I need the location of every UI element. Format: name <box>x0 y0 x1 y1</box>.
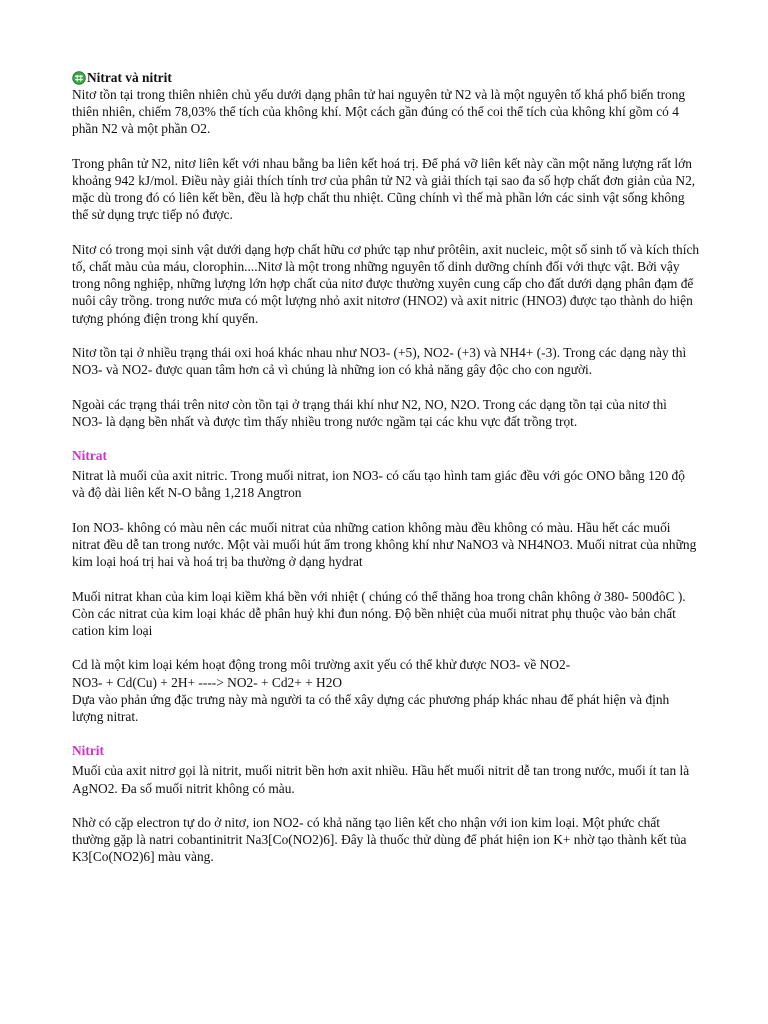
heading-text: Nitrat và nitrit <box>87 70 172 86</box>
nitrit-paragraph: Nhờ có cặp electron tự do ở nitơ, ion NO2- có khả năng tạo liên kết cho nhận với ion kim loại. Một phức chất thường gặp là natri cobantinitrit Na3[Co(NO2)6]. Đây là thuốc thử dùng để phát hiện ion K+ nhờ tạo thành kết tủa K3[Co(NO2)6] màu vàng. <box>72 814 687 865</box>
nitrat-paragraph: Nitrat là muối của axit nitric. Trong muối nitrat, ion NO3- có cấu tạo hình tam giác đều với góc ONO bằng 120 độ và độ dài liên kết N-O bằng 1,218 Angtron <box>72 468 685 501</box>
nitrat-paragraph: Ion NO3- không có màu nên các muối nitrat của những cation không màu đều không có màu. Hầu hết các muối nitrat đều dễ tan trong nước. Một vài muối hút ẩm trong không khí như NaNO3 và NH4NO3. Muối nitrat của những kim loại hoá trị hai và hoá trị ba thường ở dạng hydrat <box>72 519 697 570</box>
intro-paragraph: Nitơ tồn tại ở nhiều trạng thái oxi hoá khác nhau như NO3- (+5), NO2- (+3) và NH4+ (-3). Trong các dạng này thì NO3- và NO2- được quan tâm hơn cả vì chúng là những ion có khả năng gây độc cho con người. <box>72 345 687 378</box>
intro-paragraph: Nitơ tồn tại trong thiên nhiên chủ yếu dưới dạng phân tử hai nguyên tử N2 và là một nguyên tố khá phổ biến trong thiên nhiên, chiếm 78,03% thể tích của không khí. Một cách gần đúng có thể coi thể tích của không khí gồm có 4 phần N2 và một phần O2. <box>72 87 686 137</box>
cd-application: Dựa vào phản ứng đặc trưng này mà người ta có thể xây dựng các phương pháp khác nhau để phát hiện và định lượng nitrat. <box>72 691 670 724</box>
nitrat-paragraph: Muối nitrat khan của kim loại kiềm khá bền với nhiệt ( chúng có thể thăng hoa trong chân không ở 380- 500đôC ). Còn các nitrat của kim loại khác dễ phân huỷ khi đun nóng. Độ bền nhiệt của muối nitrat phụ thuộc vào bản chất cation kim loại <box>72 588 686 638</box>
intro-paragraph: Trong phân tử N2, nitơ liên kết với nhau bằng ba liên kết hoá trị. Để phá vỡ liên kết này cần một năng lượng rất lớn khoảng 942 kJ/mol. Điều này giải thích tính trơ của phân tử N2 và giải thích tại sao đa số hợp chất đơn giản của N2, mặc dù trong đó có liên kết bền, đều là hợp chất thu nhiệt. Cũng chính vì thế mà phần lớn các sinh vật sống không thể sử dụng trực tiếp nó được. <box>72 155 696 223</box>
cd-description: Cd là một kim loại kém hoạt động trong môi trường axit yếu có thể khử được NO3- về NO2- <box>72 657 571 673</box>
green-globe-icon <box>72 71 86 85</box>
section-title-nitrat: Nitrat <box>72 448 107 464</box>
section-title-nitrit: Nitrit <box>72 743 104 759</box>
intro-paragraph: Ngoài các trạng thái trên nitơ còn tồn tại ở trạng thái khí như N2, NO, N2O. Trong các dạng tồn tại của nitơ thì NO3- là dạng bền nhất và được tìm thấy nhiều trong nước ngầm tại các khu vực đất trồng trọt. <box>72 396 667 429</box>
reaction-equation: NO3- + Cd(Cu) + 2H+ ----> NO2- + Cd2+ + H2O <box>72 674 343 690</box>
document-page <box>72 68 700 883</box>
cd-reaction-block <box>72 656 700 725</box>
document-heading <box>72 68 700 88</box>
intro-paragraph: Nitơ có trong mọi sinh vật dưới dạng hợp chất hữu cơ phức tạp như prôtêin, axit nucleic, một số sinh tố và kích thích tố, chất màu của máu, clorophin....Nitơ là một trong những nguyên tố dinh dưỡng chính đối với thực vật. Bởi vậy trong nông nghiệp, những lượng lớn hợp chất của nitơ được thường xuyên cung cấp cho đất dưới dạng phân đạm để nuôi cây trồng. trong nước mưa có một lượng nhỏ axit nitơrơ (HNO2) và axit nitric (HNO3) được tạo thành do hiện tượng phóng điện trong khí quyển. <box>72 241 700 326</box>
nitrit-paragraph: Muối của axit nitrơ gọi là nitrit, muối nitrit bền hơn axit nhiều. Hầu hết muối nitrit dễ tan trong nước, muối ít tan là AgNO2. Đa số muối nitrit không có màu. <box>72 763 690 796</box>
